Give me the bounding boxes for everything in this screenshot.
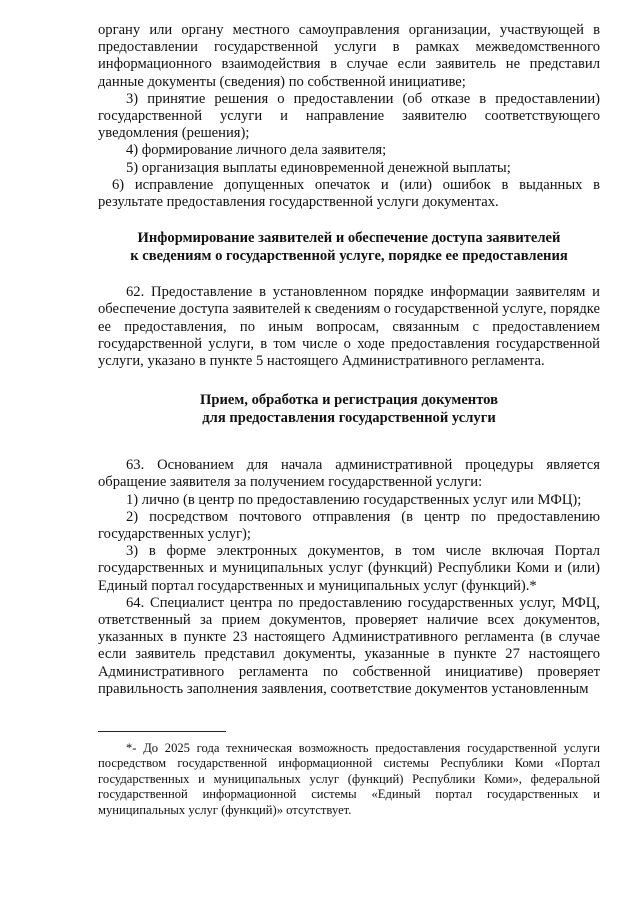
footnote-text: *- До 2025 года техническая возможность предоставления государственной услуги посредством государственной информационной системы Республики Коми «Портал государственных и муниципальных услуг (функций) Республики Коми», федеральной государственной информационной системы «Единый портал государственных и муниципальных услуг (функций)» отсутствует. <box>98 741 600 817</box>
list-item-3: 3) принятие решения о предоставлении (об отказе в предоставлении) государственной услуги и направление заявителю соответствующего уведомления (решения); <box>98 90 600 142</box>
section-heading-informing-line2: к сведениям о государственной услуге, порядке ее предоставления <box>130 247 568 264</box>
section-heading-reception-line1: Прием, обработка и регистрация документов <box>200 392 498 409</box>
document-page <box>98 22 600 698</box>
paragraph-64: 64. Специалист центра по предоставлению государственных услуг, МФЦ, ответственный за прием документов, проверяет наличие всех документов, указанных в пункте 23 настоящего Административного регламента (в случае если заявитель представил документы, указанные в пункте 27 настоящего Административного регламента по собственной инициативе) проверяет правильность заполнения заявления, соответствие документов установленным <box>98 594 600 697</box>
paragraph-63-item-3: 3) в форме электронных документов, в том числе включая Портал государственных и муниципальных услуг (функций) Республики Коми и (или) Единый портал государственных и муниципальных услуг (функций).* <box>98 543 600 594</box>
paragraph-63-item-2: 2) посредством почтового отправления (в центр по предоставлению государственных услуг); <box>98 508 600 543</box>
section-heading-informing-line1: Информирование заявителей и обеспечение доступа заявителей <box>137 230 561 247</box>
list-item-4: 4) формирование личного дела заявителя; <box>126 142 387 159</box>
paragraph-continuation: органу или органу местного самоуправления организации, участвующей в предоставлении государственной услуги в рамках межведомственного информационного взаимодействия в случае если заявитель не представил данные документы (сведения) по собственной инициативе; <box>98 22 600 90</box>
list-item-6: 6) исправление допущенных опечаток и (или) ошибок в выданных в результате предоставления государственной услуги документах. <box>98 176 600 211</box>
paragraph-63: 63. Основанием для начала административной процедуры является обращение заявителя за получением государственной услуги: <box>98 457 600 491</box>
section-heading-reception-line2: для предоставления государственной услуги <box>202 409 496 426</box>
paragraph-62: 62. Предоставление в установленном порядке информации заявителям и обеспечение доступа заявителей к сведениям о государственной услуге, порядке ее предоставления, по иным вопросам, связанным с предоставлением государственной услуги, в том числе о ходе предоставления государственной услуги, указано в пункте 5 настоящего Административного регламента. <box>98 284 600 370</box>
list-item-5: 5) организация выплаты единовременной денежной выплаты; <box>126 159 511 176</box>
footnote-divider <box>98 731 226 732</box>
paragraph-63-item-1: 1) лично (в центр по предоставлению государственных услуг или МФЦ); <box>126 491 582 508</box>
